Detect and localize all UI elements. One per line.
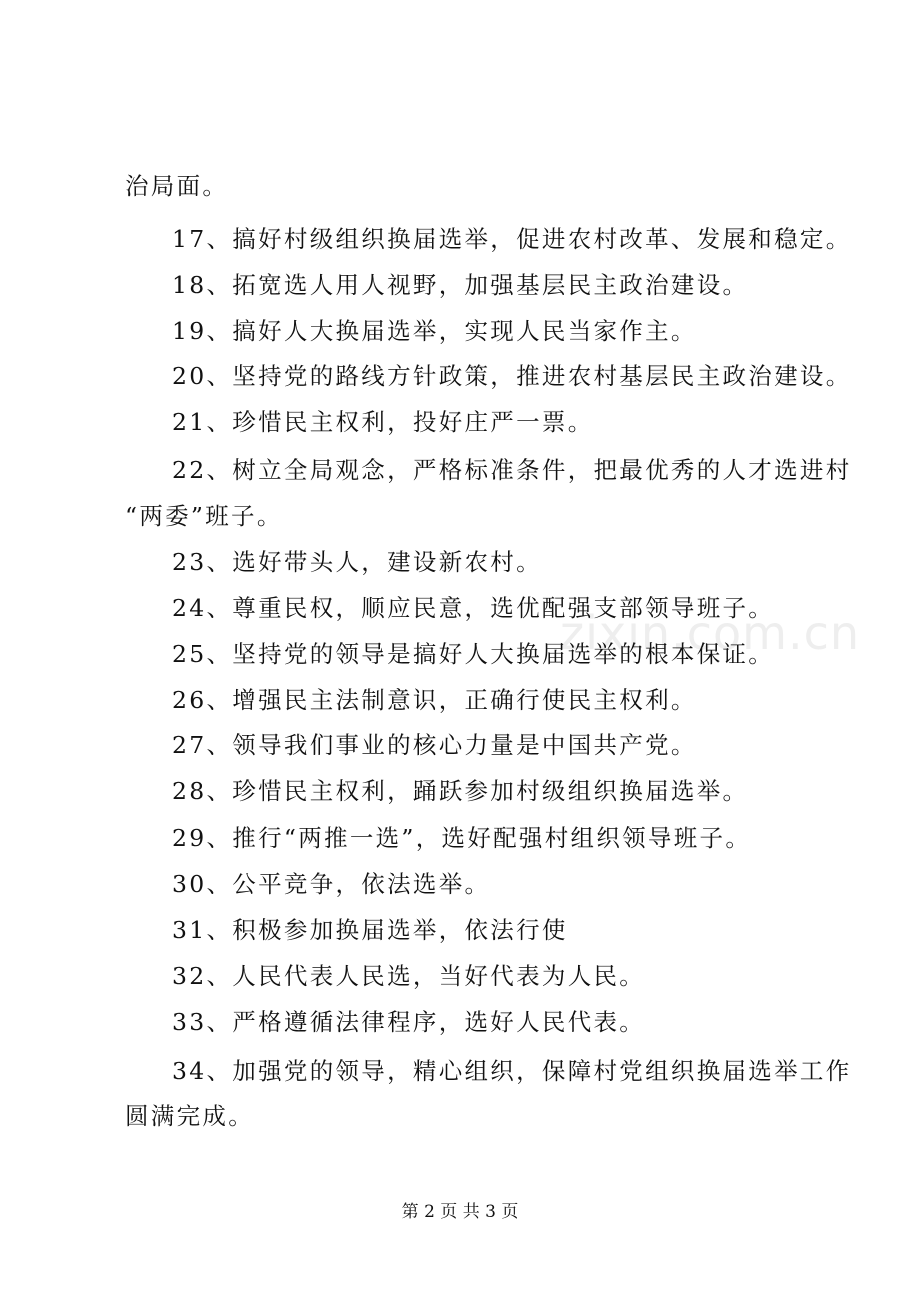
text-line: 23、选好带头人，建设新农村。 — [172, 548, 542, 576]
text-line: 27、领导我们事业的核心力量是中国共产党。 — [172, 731, 697, 759]
text-line: 29、推行“两推一选”，选好配强村组织领导班子。 — [172, 824, 752, 852]
text-line: 17、搞好村级组织换届选举，促进农村改革、发展和稳定。 — [172, 225, 852, 253]
text-line: 21、珍惜民主权利，投好庄严一票。 — [172, 408, 594, 436]
text-line: 圆满完成。 — [125, 1102, 254, 1130]
text-line: 治局面。 — [125, 172, 229, 200]
watermark-text: zixin.com.cn — [560, 606, 861, 660]
text-line: 22、树立全局观念，严格标准条件，把最优秀的人才选进村 — [172, 456, 852, 484]
text-line: 24、尊重民权，顺应民意，选优配强支部领导班子。 — [172, 594, 775, 622]
text-line: 19、搞好人大换届选举，实现人民当家作主。 — [172, 317, 697, 345]
page-footer: 第 2 页 共 3 页 — [401, 1202, 519, 1222]
text-line: 28、珍惜民主权利，踊跃参加村级组织换届选举。 — [172, 777, 749, 805]
text-line: 26、增强民主法制意识，正确行使民主权利。 — [172, 686, 697, 714]
text-line: 18、拓宽选人用人视野，加强基层民主政治建设。 — [172, 271, 749, 299]
text-line: 20、坚持党的路线方针政策，推进农村基层民主政治建设。 — [172, 362, 852, 390]
text-line: “两委”班子。 — [125, 502, 283, 530]
text-line: 25、坚持党的领导是搞好人大换届选举的根本保证。 — [172, 640, 775, 668]
text-line: 34、加强党的领导，精心组织，保障村党组织换届选举工作 — [172, 1057, 852, 1085]
text-line: 30、公平竞争，依法选举。 — [172, 870, 491, 898]
text-line: 33、严格遵循法律程序，选好人民代表。 — [172, 1008, 646, 1036]
text-line: 32、人民代表人民选，当好代表为人民。 — [172, 962, 646, 990]
text-line: 31、积极参加换届选举，依法行使 — [172, 916, 568, 944]
